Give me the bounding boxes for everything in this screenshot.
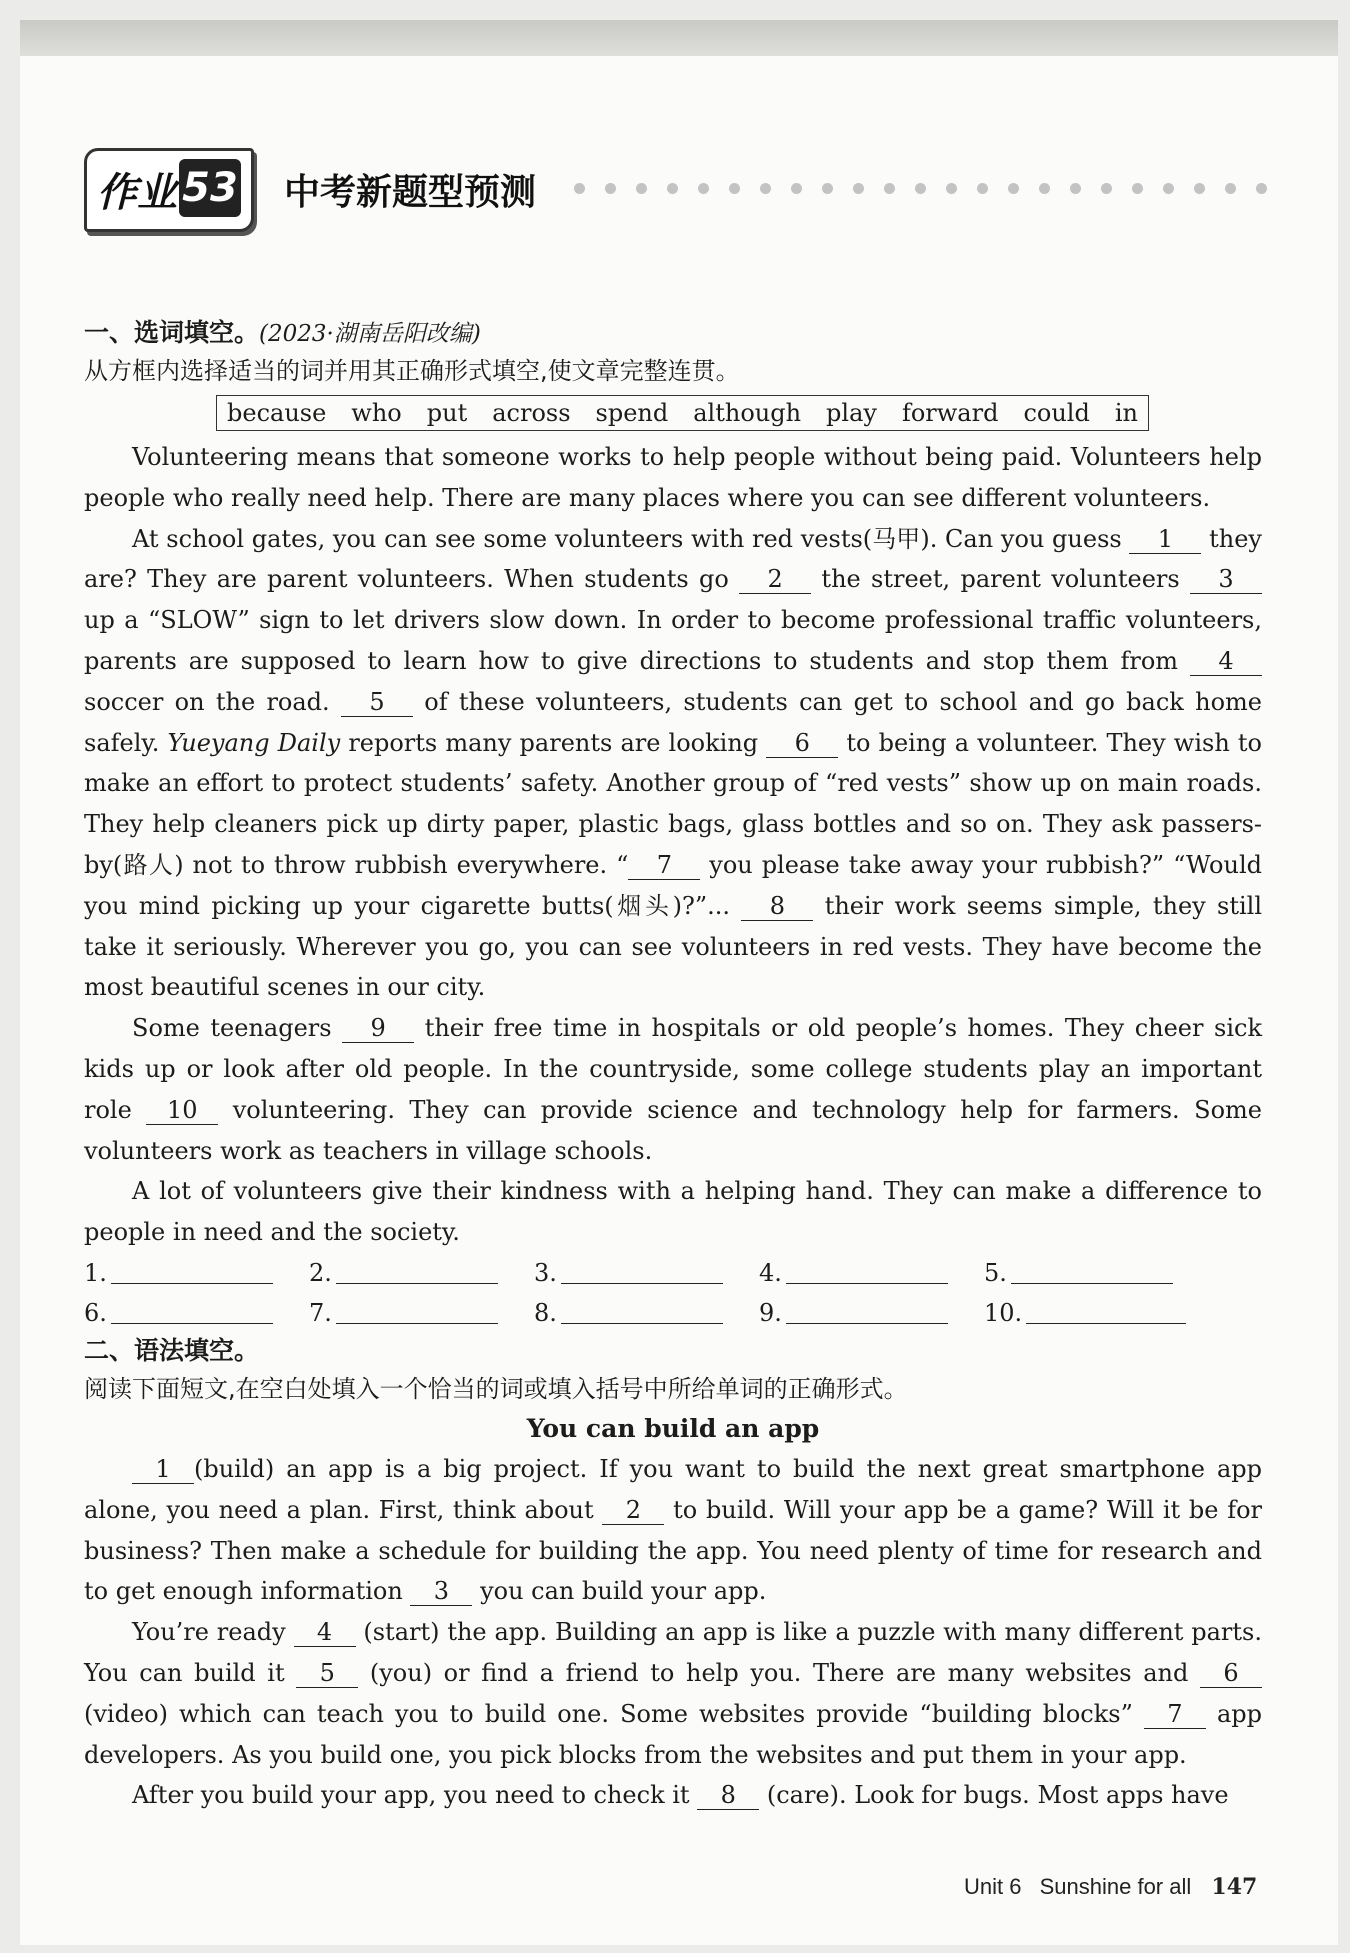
passage1-paragraph: Volunteering means that someone works to help people without being paid. Volunteers help people who really need help. There are many places where you can see different volunteers. [84,443,1262,512]
blank[interactable]: 6 [766,729,838,758]
blank[interactable]: 3 [1190,565,1262,594]
newspaper-name: Yueyang Daily [167,728,341,757]
word-box-item: who [351,399,402,427]
word-box-item: put [426,399,468,427]
footer-topic: Sunshine for all [1039,1874,1192,1899]
blank[interactable]: 4 [294,1618,356,1647]
answer-row [84,1253,1262,1293]
passage1-paragraph: Some teenagers 9 their free time in hospitals or old people’s homes. They cheer sick kids up or look after old people. In the countryside, some college students play an important role 10 volunteering. They can provide science and technology help for farmers. Some volunteers work as teachers in village schools. [84,1014,1263,1165]
blank[interactable]: 10 [146,1096,218,1125]
article-title: You can build an app [526,1413,820,1443]
word-box-item: play [826,399,877,427]
word-box-item: forward [901,399,999,427]
answer-slot[interactable]: 7. [309,1293,534,1333]
passage2-paragraph: After you build your app, you need to check it 8 (care). Look for bugs. Most apps have [132,1781,1229,1810]
blank[interactable]: 4 [1190,647,1262,676]
blank[interactable]: 1 [132,1455,194,1484]
badge-number: 53 [179,159,241,217]
answer-slot[interactable]: 10. [984,1293,1209,1333]
answer-slot[interactable]: 9. [759,1293,984,1333]
passage1-paragraph: A lot of volunteers give their kindness with a helping hand. They can make a difference to people in need and the society. [84,1177,1262,1247]
blank[interactable]: 1 [1129,525,1201,554]
word-box-item: in [1114,399,1138,427]
exercise-content [84,315,1262,1816]
homework-badge [84,148,254,232]
answer-slot[interactable]: 1. [84,1253,309,1293]
section1-source: (2023·湖南岳阳改编) [259,321,481,347]
blank[interactable]: 5 [341,688,413,717]
blank[interactable]: 8 [697,1781,759,1810]
passage1-paragraph: At school gates, you can see some volunteers with red vests(马甲). Can you guess 1 they are? They are parent volunteers. When students go 2 the street, parent volunteers 3 up a “SLOW” sign to let drivers slow down. In order to become professional traffic volunteers, parents are supposed to learn how to give directions to students and stop them from 4 soccer on the road. 5 of these volunteers, students can get to school and go back home safely. Yueyang Daily reports many parents are looking 6 to being a volunteer. They wish to make an effort to protect students’ safety. Another group of “red vests” show up on main roads. They help cleaners pick up dirty paper, plastic bags, glass bottles and so on. They ask passers-by(路人) not to throw rubbish everywhere. “ 7 you please take away your rubbish?” “Would you mind picking up your cigarette butts(烟头)?”... 8 their work seems simple, they still take it seriously. Wherever you go, you can see volunteers in red vests. They have become the most beautiful scenes in our city. [84,524,1263,1002]
blank[interactable]: 5 [296,1659,358,1688]
badge-label: 作业 [97,170,177,216]
blank[interactable]: 6 [1200,1659,1262,1688]
decorative-dots [574,183,1267,194]
answer-slot[interactable]: 2. [309,1253,534,1293]
answer-row [84,1293,1262,1333]
section2-instruction: 阅读下面短文,在空白处填入一个恰当的词或填入括号中所给单词的正确形式。 [84,1374,908,1403]
answer-slot[interactable]: 5. [984,1253,1209,1293]
scan-top-band [20,20,1338,56]
passage2-paragraph: You’re ready 4 (start) the app. Building an app is like a puzzle with many different parts. You can build it 5 (you) or find a friend to help you. There are many websites and 6 (video) which can teach you to build one. Some websites provide “building blocks” 7 app developers. As you build one, you pick blocks from the websites and put them in your app. [84,1618,1262,1769]
word-box-item: because [227,399,327,427]
blank[interactable]: 2 [602,1496,664,1525]
page-footer [964,1874,1257,1900]
footer-unit: Unit 6 [964,1874,1022,1899]
section1-instruction: 从方框内选择适当的词并用其正确形式填空,使文章完整连贯。 [84,357,740,385]
word-box [216,395,1149,431]
blank[interactable]: 7 [628,851,700,880]
section2-heading: 二、语法填空。 [84,1335,260,1365]
blank[interactable]: 7 [1144,1700,1206,1729]
lesson-title: 中考新题型预测 [284,172,537,213]
word-box-item: across [492,399,571,427]
answer-slot[interactable]: 3. [534,1253,759,1293]
answer-slot[interactable]: 8. [534,1293,759,1333]
word-box-item: spend [595,399,669,427]
word-box-item: could [1023,399,1090,427]
word-box-item: although [693,399,802,427]
page-number: 147 [1211,1874,1258,1900]
blank[interactable]: 8 [741,892,813,921]
blank[interactable]: 3 [410,1577,472,1606]
passage2-paragraph: 1 (build) an app is a big project. If you want to build the next great smartphone app alone, you need a plan. First, think about 2 to build. Will your app be a game? Will it be for business? Then make a schedule for building the app. You need plenty of time for research and to get enough information 3 you can build your app. [84,1454,1262,1606]
answer-slot[interactable]: 6. [84,1293,309,1333]
blank[interactable]: 9 [342,1014,414,1043]
answer-slot[interactable]: 4. [759,1253,984,1293]
page [20,20,1338,1945]
blank[interactable]: 2 [739,565,811,594]
section1-heading: 一、选词填空。(2023·湖南岳阳改编) [84,318,481,347]
